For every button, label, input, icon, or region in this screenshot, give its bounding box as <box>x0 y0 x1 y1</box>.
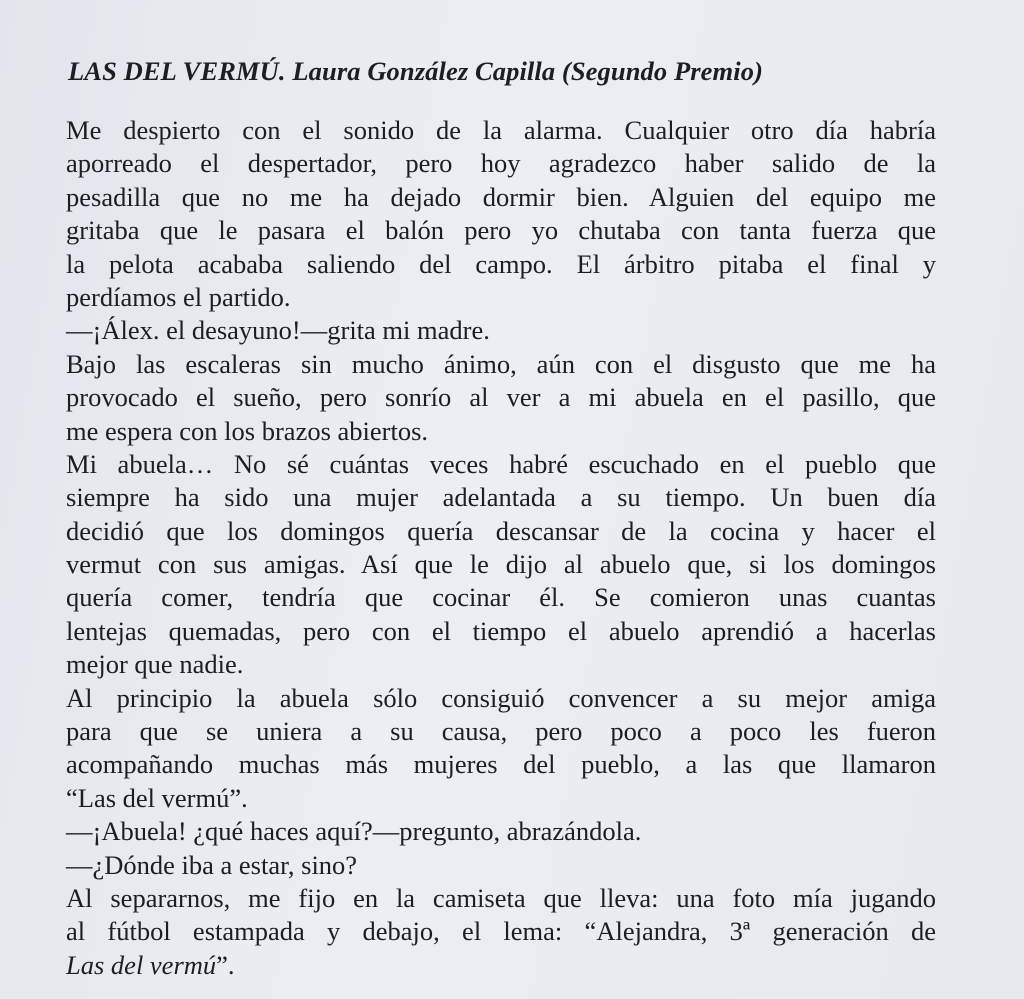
text-line: quería comer, tendría que cocinar él. Se comieron unas cuantas <box>66 582 936 613</box>
author-byline: Laura González Capilla (Segundo Premio) <box>292 56 763 86</box>
text-line: pesadilla que no me ha dejado dormir bien. Alguien del equipo me <box>66 181 936 212</box>
text-line: Al separarnos, me fijo en la camiseta que lleva: una foto mía jugando <box>66 882 936 913</box>
text-line: perdíamos el partido. <box>66 281 291 312</box>
text-line: me espera con los brazos abiertos. <box>66 415 429 446</box>
text-line: acompañando muchas más mujeres del pueblo, a las que llamaron <box>66 749 936 780</box>
story-name: LAS DEL VERMÚ. <box>68 56 286 86</box>
italic-phrase: Las del vermú <box>66 949 217 980</box>
text-line: aporreado el despertador, pero hoy agradezco haber salido de la <box>66 148 936 179</box>
text-line: “Las del vermú”. <box>66 782 248 813</box>
story-title <box>68 56 763 87</box>
dialogue-line: —¡Álex. el desayuno!—grita mi madre. <box>66 315 490 346</box>
text-line: siempre ha sido una mujer adelantada a su tiempo. Un buen día <box>66 482 936 513</box>
text-line: Bajo las escaleras sin mucho ánimo, aún con el disgusto que me ha <box>66 348 936 379</box>
text-line: gritaba que le pasara el balón pero yo chutaba con tanta fuerza que <box>66 215 936 246</box>
text-line: vermut con sus amigas. Así que le dijo al abuelo que, si los domingos <box>66 549 936 580</box>
text-line: mejor que nadie. <box>66 649 244 680</box>
dialogue-line: —¡Abuela! ¿qué haces aquí?—pregunto, abrazándola. <box>66 816 642 847</box>
text-line: provocado el sueño, pero sonrío al ver a mi abuela en el pasillo, que <box>66 382 936 413</box>
text-line: Al principio la abuela sólo consiguió convencer a su mejor amiga <box>66 682 936 713</box>
text-line: decidió que los domingos quería descansar de la cocina y hacer el <box>66 515 936 546</box>
text-line: Me despierto con el sonido de la alarma. Cualquier otro día habría <box>66 115 936 145</box>
text-line: para que se uniera a su causa, pero poco a poco les fueron <box>66 716 936 747</box>
dialogue-line: —¿Dónde iba a estar, sino? <box>66 849 358 880</box>
closing-quote: ”. <box>216 949 235 980</box>
text-line: al fútbol estampada y debajo, el lema: “Alejandra, 3ª generación de <box>66 916 936 947</box>
text-line: lentejas quemadas, pero con el tiempo el abuelo aprendió a hacerlas <box>66 615 936 646</box>
text-line: la pelota acababa saliendo del campo. El árbitro pitaba el final y <box>66 248 936 279</box>
story-body <box>66 114 936 982</box>
text-line: Mi abuela… No sé cuántas veces habré escuchado en el pueblo que <box>66 448 936 479</box>
text-line <box>66 949 936 982</box>
